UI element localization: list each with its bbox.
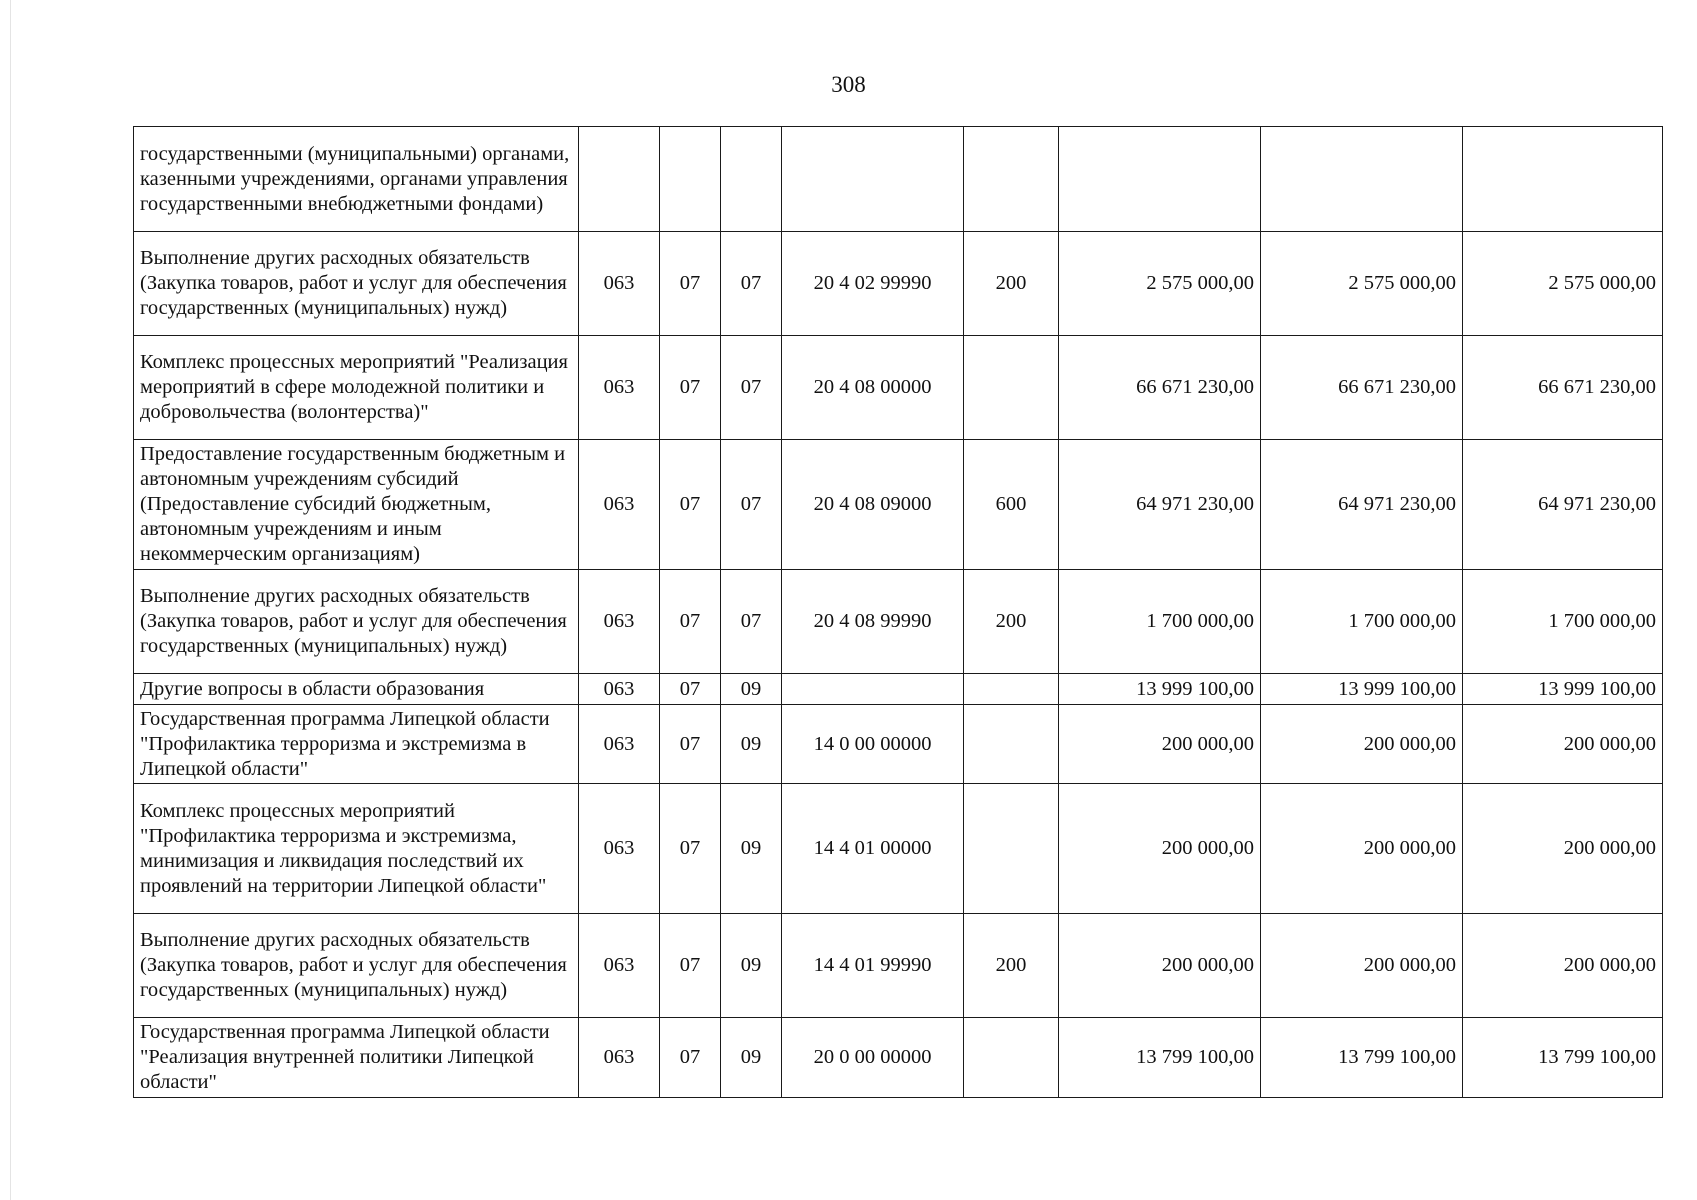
table-row [134, 127, 1663, 232]
cell-sum-1: 1 700 000,00 [1059, 570, 1261, 674]
table-row [134, 570, 1663, 674]
cell-csr: 14 0 00 00000 [782, 705, 964, 784]
cell-sum-2: 200 000,00 [1261, 705, 1463, 784]
cell-csr: 20 4 08 09000 [782, 440, 964, 570]
cell-sum-1: 66 671 230,00 [1059, 336, 1261, 440]
cell-csr: 20 4 08 00000 [782, 336, 964, 440]
cell-grbs: 063 [579, 1018, 660, 1098]
table-row [134, 1018, 1663, 1098]
cell-sum-3: 13 799 100,00 [1463, 1018, 1663, 1098]
cell-grbs: 063 [579, 674, 660, 705]
cell-sum-2: 1 700 000,00 [1261, 570, 1463, 674]
cell-name: Комплекс процессных мероприятий "Реализация мероприятий в сфере молодежной политики и добровольчества (волонтерства)" [134, 336, 579, 440]
cell-sum-2: 200 000,00 [1261, 784, 1463, 914]
cell-vr: 200 [964, 232, 1059, 336]
page-edge-line [10, 0, 11, 1200]
cell-sum-1: 64 971 230,00 [1059, 440, 1261, 570]
cell-vr: 200 [964, 570, 1059, 674]
cell-sum-3 [1463, 127, 1663, 232]
cell-sum-2: 13 799 100,00 [1261, 1018, 1463, 1098]
cell-csr [782, 127, 964, 232]
cell-name: Выполнение других расходных обязательств (Закупка товаров, работ и услуг для обеспечения государственных (муниципальных) нужд) [134, 570, 579, 674]
cell-pr: 09 [721, 1018, 782, 1098]
cell-vr [964, 705, 1059, 784]
cell-csr [782, 674, 964, 705]
cell-pr: 07 [721, 232, 782, 336]
cell-pr [721, 127, 782, 232]
cell-grbs: 063 [579, 440, 660, 570]
cell-pr: 09 [721, 914, 782, 1018]
cell-grbs: 063 [579, 570, 660, 674]
cell-name: Другие вопросы в области образования [134, 674, 579, 705]
cell-sum-3: 64 971 230,00 [1463, 440, 1663, 570]
cell-pr: 07 [721, 440, 782, 570]
cell-csr: 14 4 01 00000 [782, 784, 964, 914]
cell-rz: 07 [660, 914, 721, 1018]
cell-csr: 20 0 00 00000 [782, 1018, 964, 1098]
page-number: 308 [831, 72, 866, 97]
table-row [134, 232, 1663, 336]
cell-pr: 07 [721, 336, 782, 440]
cell-sum-3: 200 000,00 [1463, 914, 1663, 1018]
cell-vr: 600 [964, 440, 1059, 570]
table-row [134, 784, 1663, 914]
table-row [134, 914, 1663, 1018]
cell-sum-1: 200 000,00 [1059, 784, 1261, 914]
cell-sum-2: 64 971 230,00 [1261, 440, 1463, 570]
cell-name: Выполнение других расходных обязательств (Закупка товаров, работ и услуг для обеспечения государственных (муниципальных) нужд) [134, 232, 579, 336]
cell-sum-1: 13 999 100,00 [1059, 674, 1261, 705]
table-row [134, 336, 1663, 440]
cell-pr: 07 [721, 570, 782, 674]
cell-sum-3: 66 671 230,00 [1463, 336, 1663, 440]
cell-sum-3: 2 575 000,00 [1463, 232, 1663, 336]
cell-sum-3: 13 999 100,00 [1463, 674, 1663, 705]
cell-grbs: 063 [579, 784, 660, 914]
cell-grbs: 063 [579, 232, 660, 336]
cell-csr: 20 4 02 99990 [782, 232, 964, 336]
cell-sum-2: 66 671 230,00 [1261, 336, 1463, 440]
cell-name: Комплекс процессных мероприятий "Профилактика терроризма и экстремизма, минимизация и ликвидация последствий их проявлений на территории Липецкой области" [134, 784, 579, 914]
cell-vr [964, 336, 1059, 440]
table-row [134, 674, 1663, 705]
cell-sum-1: 13 799 100,00 [1059, 1018, 1261, 1098]
cell-rz: 07 [660, 674, 721, 705]
cell-pr: 09 [721, 674, 782, 705]
cell-vr [964, 674, 1059, 705]
cell-sum-1: 2 575 000,00 [1059, 232, 1261, 336]
cell-sum-3: 200 000,00 [1463, 784, 1663, 914]
cell-sum-1 [1059, 127, 1261, 232]
cell-vr [964, 127, 1059, 232]
cell-pr: 09 [721, 705, 782, 784]
cell-grbs: 063 [579, 705, 660, 784]
cell-pr: 09 [721, 784, 782, 914]
cell-vr [964, 784, 1059, 914]
cell-name: Выполнение других расходных обязательств (Закупка товаров, работ и услуг для обеспечения государственных (муниципальных) нужд) [134, 914, 579, 1018]
cell-sum-2 [1261, 127, 1463, 232]
cell-sum-3: 1 700 000,00 [1463, 570, 1663, 674]
cell-grbs [579, 127, 660, 232]
cell-sum-2: 200 000,00 [1261, 914, 1463, 1018]
cell-sum-1: 200 000,00 [1059, 705, 1261, 784]
cell-name: Предоставление государственным бюджетным и автономным учреждениям субсидий (Предоставление субсидий бюджетным, автономным учреждениям и иным некоммерческим организациям) [134, 440, 579, 570]
table-row [134, 440, 1663, 570]
budget-table [133, 126, 1663, 1098]
cell-rz: 07 [660, 336, 721, 440]
cell-vr [964, 1018, 1059, 1098]
table-row [134, 705, 1663, 784]
cell-grbs: 063 [579, 336, 660, 440]
cell-grbs: 063 [579, 914, 660, 1018]
cell-sum-3: 200 000,00 [1463, 705, 1663, 784]
cell-rz [660, 127, 721, 232]
cell-sum-2: 2 575 000,00 [1261, 232, 1463, 336]
cell-rz: 07 [660, 440, 721, 570]
cell-rz: 07 [660, 232, 721, 336]
cell-vr: 200 [964, 914, 1059, 1018]
cell-name: Государственная программа Липецкой области "Реализация внутренней политики Липецкой области" [134, 1018, 579, 1098]
cell-rz: 07 [660, 784, 721, 914]
cell-rz: 07 [660, 705, 721, 784]
cell-rz: 07 [660, 1018, 721, 1098]
cell-name: Государственная программа Липецкой области "Профилактика терроризма и экстремизма в Липецкой области" [134, 705, 579, 784]
cell-rz: 07 [660, 570, 721, 674]
cell-csr: 14 4 01 99990 [782, 914, 964, 1018]
table-body [134, 127, 1663, 1098]
cell-csr: 20 4 08 99990 [782, 570, 964, 674]
cell-sum-2: 13 999 100,00 [1261, 674, 1463, 705]
cell-name: государственными (муниципальными) органами, казенными учреждениями, органами управления государственными внебюджетными фондами) [134, 127, 579, 232]
cell-sum-1: 200 000,00 [1059, 914, 1261, 1018]
